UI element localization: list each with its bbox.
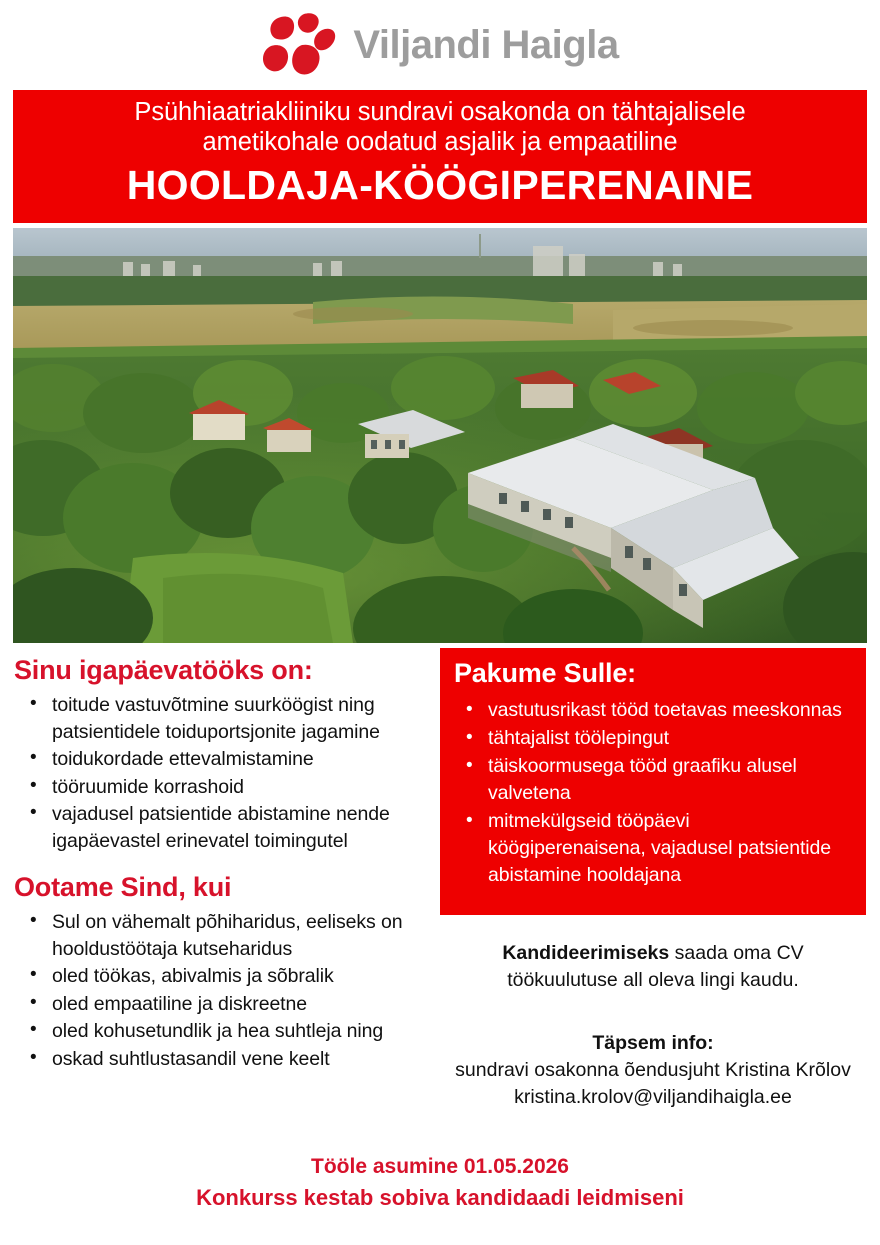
contact-heading: Täpsem info:: [592, 1032, 714, 1054]
offer-box: [440, 648, 866, 915]
list-item: • oled empaatiline ja diskreetne: [52, 991, 424, 1018]
banner-subtitle-line-1: Psühhiaatriakliiniku sundravi osakonda on tähtajalisele: [134, 98, 746, 126]
job-header-banner: [13, 90, 867, 223]
list-item: • tööruumide korrashoid: [52, 774, 424, 801]
expectations-heading: Ootame Sind, kui: [14, 872, 232, 903]
contact-info: [440, 1030, 866, 1111]
logo-wordmark: Viljandi Haigla: [353, 23, 619, 67]
footer-notes: [0, 1152, 880, 1214]
apply-instructions: [440, 940, 866, 994]
list-item: • oled kohusetundlik ja hea suhtleja ning: [52, 1018, 424, 1045]
list-item: • oskad suhtlustasandil vene keelt: [52, 1046, 424, 1073]
list-item: • mitmekülgseid tööpäevi köögiperenaisena, vajadusel patsientide abistamine hooldajana: [488, 808, 852, 889]
list-item: • Sul on vähemalt põhiharidus, eeliseks on hooldustöötaja kutseharidus: [52, 909, 424, 962]
apply-bold-lead: Kandideerimiseks: [502, 942, 670, 964]
list-item: • toidukordade ettevalmistamine: [52, 746, 424, 773]
competition-note: Konkurss kestab sobiva kandidaadi leidmiseni: [196, 1185, 684, 1210]
flower-petals-icon: [261, 12, 339, 78]
right-content-column: [440, 648, 866, 1111]
list-item: • oled töökas, abivalmis ja sõbralik: [52, 963, 424, 990]
job-title: HOOLDAJA-KÖÖGIPERENAINE: [126, 162, 754, 208]
left-content-column: [0, 655, 432, 1073]
list-item: • vastutusrikast tööd toetavas meeskonnas: [488, 697, 852, 724]
daily-work-heading: Sinu igapäevatööks on:: [14, 655, 313, 685]
list-item: • toitude vastuvõtmine suurköögist ning patsientidele toiduportsjonite jagamine: [52, 692, 424, 745]
list-item: • tähtajalist töölepingut: [488, 725, 852, 752]
expectations-list: [0, 909, 432, 1072]
contact-person: sundravi osakonna õendusjuht Kristina Krõlov: [455, 1059, 851, 1081]
logo-bar: [0, 0, 880, 90]
contact-email[interactable]: kristina.krolov@viljandihaigla.ee: [514, 1086, 792, 1108]
offer-list: [440, 697, 856, 889]
daily-work-list: [0, 692, 432, 854]
hospital-aerial-photo: [13, 228, 867, 643]
apply-line-2: töökuulutuse all oleva lingi kaudu.: [507, 969, 799, 991]
apply-rest: saada oma CV: [669, 942, 804, 964]
list-item: • täiskoormusega tööd graafiku alusel valvetena: [488, 753, 852, 807]
banner-subtitle-line-2: ametikohale oodatud asjalik ja empaatiline: [202, 128, 678, 156]
start-date-note: Tööle asumine 01.05.2026: [311, 1155, 569, 1178]
offer-heading: Pakume Sulle:: [454, 658, 636, 688]
apply-line-1: [448, 940, 858, 967]
list-item: • vajadusel patsientide abistamine nende igapäevastel erinevatel toimingutel: [52, 801, 424, 854]
